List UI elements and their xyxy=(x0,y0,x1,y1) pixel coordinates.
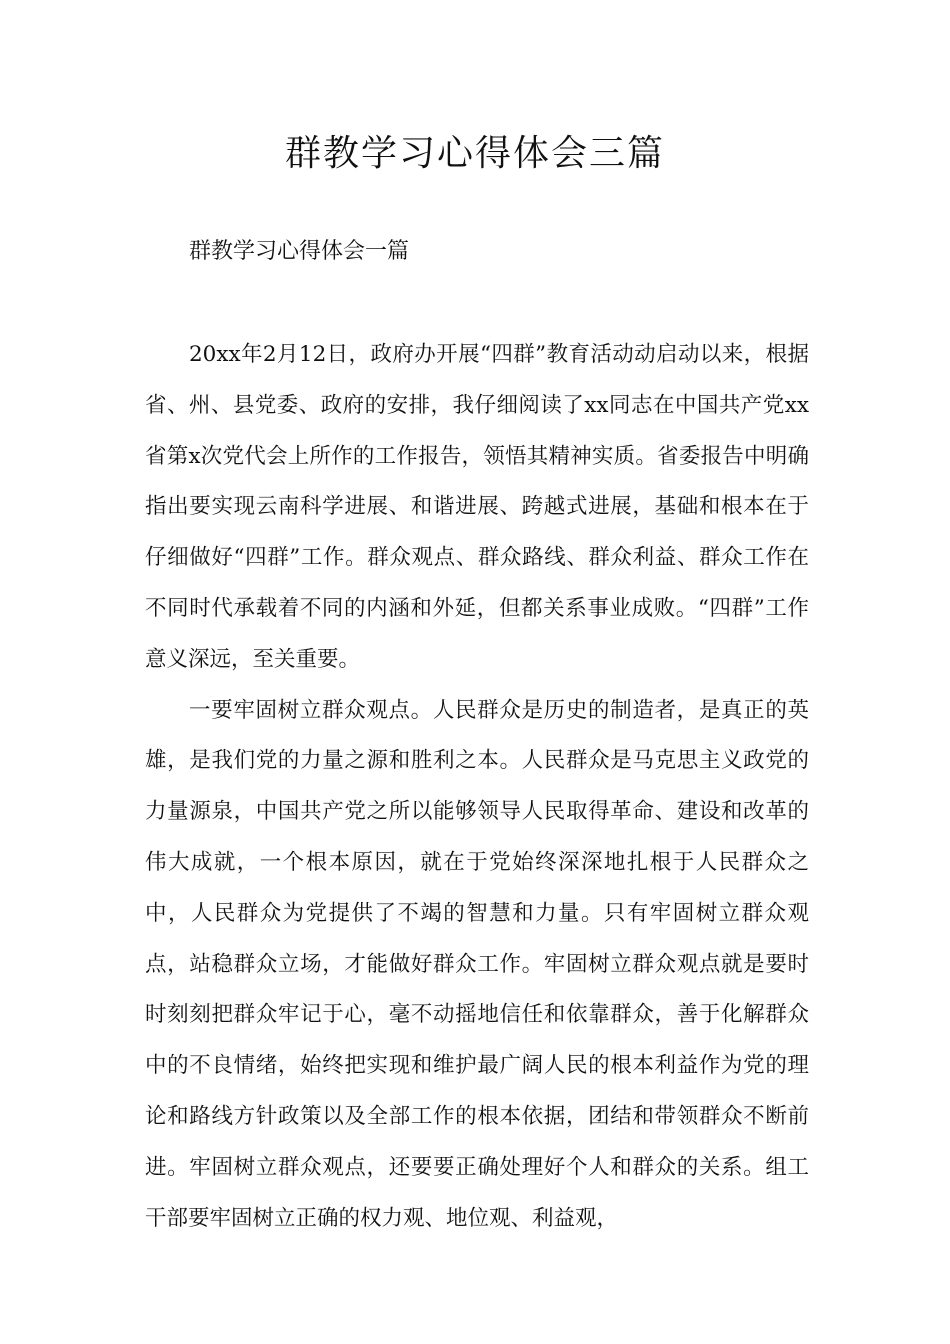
paragraph-1: 20xx年2月12日，政府办开展“四群”教育活动动启动以来，根据省、州、县党委、政府的安排，我仔细阅读了xx同志在中国共产党xx省第x次党代会上所作的工作报告，领悟其精神实质。省委报告中明确指出要实现云南科学进展、和谐进展、跨越式进展，基础和根本在于仔细做好“四群”工作。群众观点、群众路线、群众利益、群众工作在不同时代承载着不同的内涵和外延，但都关系事业成败。“四群”工作意义深远，至关重要。 xyxy=(145,342,809,672)
paragraph-2: 一要牢固树立群众观点。人民群众是历史的制造者，是真正的英雄，是我们党的力量之源和胜利之本。人民群众是马克思主义政党的力量源泉，中国共产党之所以能够领导人民取得革命、建设和改革的伟大成就，一个根本原因，就在于党始终深深地扎根于人民群众之中，人民群众为党提供了不竭的智慧和力量。只有牢固树立群众观点，站稳群众立场，才能做好群众工作。牢固树立群众观点就是要时时刻刻把群众牢记于心，毫不动摇地信任和依靠群众，善于化解群众中的不良情绪，始终把实现和维护最广阔人民的根本利益作为党的理论和路线方针政策以及全部工作的根本依据，团结和带领群众不断前进。牢固树立群众观点，还要要正确处理好个人和群众的关系。组工干部要牢固树立正确的权力观、地位观、利益观， xyxy=(145,697,809,1231)
document-body xyxy=(145,330,809,1244)
section-heading: 群教学习心得体会一篇 xyxy=(189,239,410,264)
document-title: 群教学习心得体会三篇 xyxy=(284,133,665,174)
